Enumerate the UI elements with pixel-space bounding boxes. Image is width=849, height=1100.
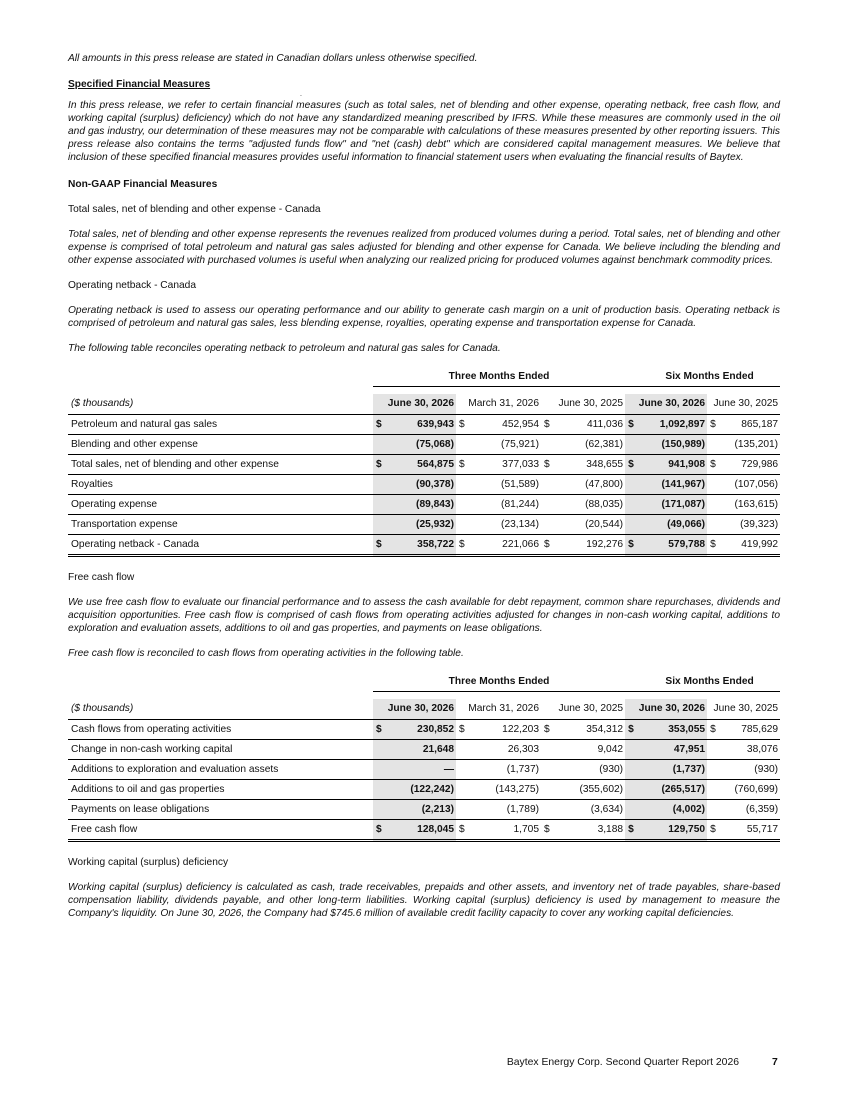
currency-symbol: [373, 495, 387, 515]
cell-value: 1,092,897: [639, 415, 707, 435]
cell-value: (6,359): [721, 800, 780, 820]
currency-symbol: [541, 760, 555, 780]
cell-value: —: [387, 760, 456, 780]
cell-value: (760,699): [721, 780, 780, 800]
cell-value: (107,056): [721, 475, 780, 495]
cell-value: (49,066): [639, 515, 707, 535]
row-label: Total sales, net of blending and other expense: [68, 455, 373, 475]
cell-value: (122,242): [387, 780, 456, 800]
currency-symbol: [373, 740, 387, 760]
currency-symbol: $: [373, 415, 387, 435]
currency-symbol: $: [707, 720, 721, 740]
currency-symbol: [625, 495, 639, 515]
currency-symbol: [456, 495, 470, 515]
specified-measures-heading: Specified Financial Measures: [68, 79, 211, 90]
column-header: June 30, 2026: [373, 394, 456, 415]
currency-symbol: [707, 495, 721, 515]
currency-symbol: $: [707, 455, 721, 475]
operating-netback-table: [68, 367, 780, 557]
currency-symbol: [541, 740, 555, 760]
table-row: [68, 415, 780, 435]
group-spacer: [68, 672, 373, 692]
cell-value: 129,750: [639, 820, 707, 841]
working-capital-heading: Working capital (surplus) deficiency: [68, 857, 229, 868]
currency-symbol: $: [625, 415, 639, 435]
table-row: [68, 740, 780, 760]
cell-value: (141,967): [639, 475, 707, 495]
cell-value: 785,629: [721, 720, 780, 740]
currency-symbol: $: [625, 820, 639, 841]
cell-value: 579,788: [639, 535, 707, 556]
currency-symbol: $: [707, 535, 721, 556]
cell-value: (150,989): [639, 435, 707, 455]
cell-value: 55,717: [721, 820, 780, 841]
header-gap-row: [68, 387, 780, 395]
cell-value: 354,312: [555, 720, 625, 740]
cell-value: 564,875: [387, 455, 456, 475]
cell-value: 38,076: [721, 740, 780, 760]
currency-symbol: [373, 515, 387, 535]
currency-symbol: [625, 515, 639, 535]
currency-symbol: [541, 515, 555, 535]
page-number: 7: [772, 1057, 778, 1068]
currency-symbol: $: [456, 820, 470, 841]
cell-value: (20,544): [555, 515, 625, 535]
currency-symbol: [707, 475, 721, 495]
cell-value: (25,932): [387, 515, 456, 535]
table-row: [68, 800, 780, 820]
total-sales-paragraph: Total sales, net of blending and other expense represents the revenues realized from produced volumes during a period. Total sales, net of blending and other expense is comprised of total petroleum and natural gas sales adjusted for blending and other expense for Canada. We believe including the blending and other expense associated with purchased volumes is useful when analyzing our realized pricing for produced volumes against benchmark commodity prices.: [68, 229, 780, 266]
currency-symbol: [707, 435, 721, 455]
cell-value: (2,213): [387, 800, 456, 820]
non-gaap-heading: Non-GAAP Financial Measures: [68, 179, 218, 190]
currency-symbol: [456, 475, 470, 495]
specified-measures-paragraph: In this press release, we refer to certain financial measures (such as total sales, net of blending and other expense, operating netback, free cash flow, and working capital (surplus) deficiency) which do not have any standardized meaning prescribed by IFRS. While these measures are commonly used in the oil and gas industry, our determination of these measures may not be comparable with calculations of these measures presented by other reporting issuers. This press release also contains the terms "adjusted funds flow" and "net (cash) debt" which are considered capital management measures. We believe that inclusion of these specified financial measures provides useful information to financial statement users when evaluating the financial results of Baytex.: [68, 100, 780, 163]
cell-value: 3,188: [555, 820, 625, 841]
currency-symbol: $: [456, 455, 470, 475]
column-header: June 30, 2025: [707, 394, 780, 415]
cell-value: 377,033: [470, 455, 541, 475]
cell-value: (135,201): [721, 435, 780, 455]
currency-symbol: $: [625, 720, 639, 740]
header-gap-row: [68, 692, 780, 700]
currency-symbol: $: [373, 720, 387, 740]
row-label: Petroleum and natural gas sales: [68, 415, 373, 435]
group-three-months: Three Months Ended: [373, 367, 625, 387]
cell-value: (143,275): [470, 780, 541, 800]
row-label: Payments on lease obligations: [68, 800, 373, 820]
table-row: [68, 475, 780, 495]
cell-value: (265,517): [639, 780, 707, 800]
cell-value: 128,045: [387, 820, 456, 841]
column-header: June 30, 2025: [541, 394, 625, 415]
netback-table-intro: The following table reconciles operating netback to petroleum and natural gas sales for Canada.: [68, 343, 501, 354]
currency-symbol: $: [625, 535, 639, 556]
cell-value: 353,055: [639, 720, 707, 740]
currency-symbol: $: [541, 535, 555, 556]
column-group-row: [68, 672, 780, 692]
currency-symbol: $: [373, 455, 387, 475]
header-gap: [68, 692, 780, 700]
cell-value: (47,800): [555, 475, 625, 495]
currency-symbol: $: [625, 455, 639, 475]
currency-symbol: [707, 760, 721, 780]
stray-mark: .: [300, 91, 302, 98]
currency-symbol: [456, 760, 470, 780]
currency-symbol: [541, 780, 555, 800]
currency-symbol: [707, 740, 721, 760]
currency-symbol: $: [541, 720, 555, 740]
currency-symbol: [456, 515, 470, 535]
row-label: Free cash flow: [68, 820, 373, 841]
column-header: June 30, 2025: [541, 699, 625, 720]
currency-symbol: [373, 475, 387, 495]
currency-symbol: $: [541, 455, 555, 475]
table-row: [68, 760, 780, 780]
netback-paragraph: Operating netback is used to assess our operating performance and our ability to generate cash margin on a unit of production basis. Operating netback is comprised of petroleum and natural gas sales, less blending expense, royalties, operating expense and transportation expense for Canada.: [68, 305, 780, 329]
currency-symbol: [541, 435, 555, 455]
currency-symbol: [456, 800, 470, 820]
currency-symbol: $: [456, 415, 470, 435]
group-spacer: [68, 367, 373, 387]
currency-symbol: $: [707, 820, 721, 841]
column-header: June 30, 2026: [625, 394, 707, 415]
cell-value: 9,042: [555, 740, 625, 760]
currency-symbol: [373, 800, 387, 820]
cell-value: 452,954: [470, 415, 541, 435]
cell-value: (75,921): [470, 435, 541, 455]
unit-label: ($ thousands): [68, 394, 373, 415]
cell-value: 192,276: [555, 535, 625, 556]
cell-value: 941,908: [639, 455, 707, 475]
currency-symbol: [625, 475, 639, 495]
row-label: Additions to exploration and evaluation assets: [68, 760, 373, 780]
total-sales-heading: Total sales, net of blending and other expense - Canada: [68, 204, 321, 215]
currency-symbol: [625, 740, 639, 760]
currency-symbol: $: [373, 820, 387, 841]
currency-symbol: [456, 740, 470, 760]
currency-symbol: [541, 475, 555, 495]
free-cash-flow-table: [68, 672, 780, 842]
cell-value: (90,378): [387, 475, 456, 495]
cell-value: 47,951: [639, 740, 707, 760]
row-label: Blending and other expense: [68, 435, 373, 455]
cell-value: 419,992: [721, 535, 780, 556]
currency-symbol: $: [707, 415, 721, 435]
cell-value: 865,187: [721, 415, 780, 435]
cell-value: 729,986: [721, 455, 780, 475]
currency-symbol: [541, 800, 555, 820]
page-footer: [0, 1057, 849, 1071]
fcf-heading: Free cash flow: [68, 572, 135, 583]
currency-symbol: [541, 495, 555, 515]
cell-value: (81,244): [470, 495, 541, 515]
cell-value: (39,323): [721, 515, 780, 535]
table-row: [68, 515, 780, 535]
row-label: Operating netback - Canada: [68, 535, 373, 556]
currency-symbol: $: [456, 535, 470, 556]
currency-symbol: $: [541, 415, 555, 435]
cell-value: (171,087): [639, 495, 707, 515]
table-row: [68, 435, 780, 455]
cell-value: 348,655: [555, 455, 625, 475]
cell-value: (930): [555, 760, 625, 780]
working-capital-paragraph: Working capital (surplus) deficiency is calculated as cash, trade receivables, prepaids and other assets, and inventory net of trade payables, share-based compensation liability, dividends payable, and other long-term liabilities. Working capital (surplus) deficiency is used by management to measure the Company's liquidity. On June 30, 2026, the Company had $745.6 million of available credit facility capacity to cover any working capital deficiencies.: [68, 882, 780, 919]
cell-value: (88,035): [555, 495, 625, 515]
currency-symbol: $: [373, 535, 387, 556]
currency-symbol: [625, 760, 639, 780]
currency-symbol: $: [456, 720, 470, 740]
cell-value: (1,737): [470, 760, 541, 780]
cell-value: (4,002): [639, 800, 707, 820]
cell-value: (62,381): [555, 435, 625, 455]
row-label: Cash flows from operating activities: [68, 720, 373, 740]
currency-symbol: [625, 780, 639, 800]
cell-value: (3,634): [555, 800, 625, 820]
cell-value: 21,648: [387, 740, 456, 760]
currency-symbol: [707, 780, 721, 800]
cell-value: (930): [721, 760, 780, 780]
cell-value: (89,843): [387, 495, 456, 515]
column-header: June 30, 2026: [373, 699, 456, 720]
currency-symbol: [707, 800, 721, 820]
cell-value: 122,203: [470, 720, 541, 740]
column-header: March 31, 2026: [456, 394, 541, 415]
report-page: [68, 52, 780, 920]
fcf-paragraph: We use free cash flow to evaluate our financial performance and to assess the cash available for debt repayment, common share repurchases, dividends and acquisition opportunities. Free cash flow is comprised of cash flows from operating activities adjusted for changes in non-cash working capital, additions to exploration and evaluation assets, additions to oil and gas properties, and payments on lease obligations.: [68, 597, 780, 634]
footer-report-title: Baytex Energy Corp. Second Quarter Report 2026: [506, 1057, 739, 1068]
column-header: March 31, 2026: [456, 699, 541, 720]
cell-value: 411,036: [555, 415, 625, 435]
cell-value: 358,722: [387, 535, 456, 556]
currency-symbol: [373, 780, 387, 800]
cell-value: 230,852: [387, 720, 456, 740]
fcf-table-intro: Free cash flow is reconciled to cash flows from operating activities in the following table.: [68, 648, 464, 659]
currency-symbol: [625, 800, 639, 820]
group-six-months: Six Months Ended: [639, 367, 780, 387]
column-header: June 30, 2026: [625, 699, 707, 720]
row-label: Change in non-cash working capital: [68, 740, 373, 760]
cell-value: (23,134): [470, 515, 541, 535]
cell-value: (75,068): [387, 435, 456, 455]
currency-symbol: [373, 760, 387, 780]
cell-value: (163,615): [721, 495, 780, 515]
cell-value: (355,602): [555, 780, 625, 800]
table-row: [68, 820, 780, 841]
currency-symbol: [625, 435, 639, 455]
currency-symbol: $: [541, 820, 555, 841]
row-label: Additions to oil and gas properties: [68, 780, 373, 800]
column-header-row: [68, 394, 780, 415]
column-header: June 30, 2025: [707, 699, 780, 720]
currency-symbol: [373, 435, 387, 455]
cell-value: 26,303: [470, 740, 541, 760]
currency-symbol: [456, 780, 470, 800]
cell-value: (1,789): [470, 800, 541, 820]
row-label: Royalties: [68, 475, 373, 495]
unit-label: ($ thousands): [68, 699, 373, 720]
group-gap: [625, 367, 639, 387]
group-three-months: Three Months Ended: [373, 672, 625, 692]
cell-value: 639,943: [387, 415, 456, 435]
currency-symbol: [456, 435, 470, 455]
table-row: [68, 495, 780, 515]
column-group-row: [68, 367, 780, 387]
group-gap: [625, 672, 639, 692]
table-row: [68, 720, 780, 740]
group-six-months: Six Months Ended: [639, 672, 780, 692]
table-row: [68, 780, 780, 800]
currency-note: All amounts in this press release are stated in Canadian dollars unless otherwise specified.: [68, 53, 478, 64]
table-row: [68, 455, 780, 475]
cell-value: 221,066: [470, 535, 541, 556]
cell-value: 1,705: [470, 820, 541, 841]
row-label: Transportation expense: [68, 515, 373, 535]
cell-value: (1,737): [639, 760, 707, 780]
row-label: Operating expense: [68, 495, 373, 515]
netback-heading: Operating netback - Canada: [68, 280, 196, 291]
table-row: [68, 535, 780, 556]
currency-symbol: [707, 515, 721, 535]
header-gap: [68, 387, 780, 395]
cell-value: (51,589): [470, 475, 541, 495]
column-header-row: [68, 699, 780, 720]
